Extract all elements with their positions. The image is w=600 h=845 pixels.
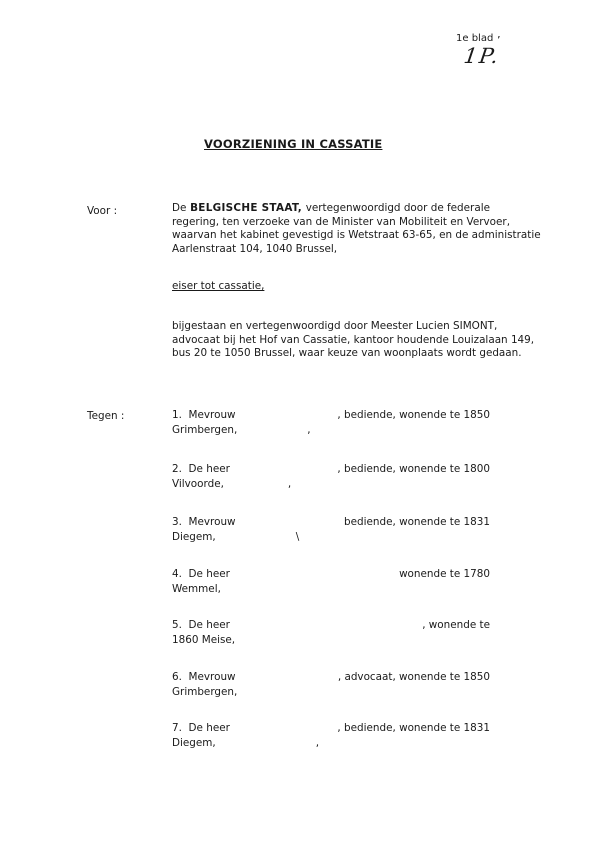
text-segment: waarvan het kabinet gevestigd is Wetstraat 63-65, en de administratie [172,229,541,242]
party-title: De heer [188,463,230,475]
handwritten-page-number: 1P. [462,44,502,68]
party-number: 3. [172,516,182,528]
party-trailing-mark: \ [295,531,300,543]
plaintiff-line [172,202,490,216]
party-details: , bediende, wonende te 1800 [337,463,490,475]
party-municipality: Vilvoorde, [172,478,224,490]
text-segment: De [172,202,187,214]
defendant-entry [172,721,490,751]
text-segment: vertegenwoordigd door de federale [305,202,490,214]
defendant-entry [172,408,490,438]
text-segment: regering, ten verzoeke van de Minister van Mobiliteit en Vervoer, [172,215,510,228]
party-details: , bediende, wonende te 1831 [337,722,490,734]
party-details: , advocaat, wonende te 1850 [337,671,490,683]
party-details: bediende, wonende te 1831 [344,516,490,528]
page-number-label: 1e blad [456,33,494,44]
party-number: 7. [172,722,182,734]
party-number: 5. [172,619,182,631]
defendant-entry [172,515,490,545]
counsel-line [172,333,535,348]
plaintiff-block [172,202,541,256]
defendant-entry [172,462,490,492]
plaintiff-line [172,229,541,243]
text-segment: bijgestaan en vertegenwoordigd door Meester Lucien SIMONT, [172,320,498,332]
plaintiff-line [172,215,510,230]
role-block [172,280,490,294]
party-title: Mevrouw [188,671,236,683]
tegen-label: Tegen : [87,410,125,422]
party-number: 6. [172,671,182,683]
party-title: Mevrouw [188,409,236,421]
text-segment: bus 20 te 1050 Brussel, waar keuze van woonplaats wordt gedaan. [172,347,522,360]
party-trailing-mark: , [307,424,311,436]
party-details: , wonende te [422,619,490,631]
counsel-line [172,347,522,361]
defendant-entry [172,567,490,597]
defendant-entry [172,670,490,700]
voor-label: Voor : [87,205,118,217]
plaintiff-line [172,243,490,257]
party-details: wonende te 1780 [399,568,490,580]
party-title: De heer [188,722,230,734]
party-title: De heer [188,619,230,631]
party-title: De heer [188,568,230,580]
party-title: Mevrouw [188,516,236,528]
party-trailing-mark: , [315,737,320,749]
defendant-entry [172,618,490,648]
party-number: 1. [172,409,182,421]
counsel-block [172,320,535,361]
text-segment: Aarlenstraat 104, 1040 Brussel, [172,242,338,255]
corner-mark: ʼ [497,34,501,47]
party-details: , bediende, wonende te 1850 [337,409,490,421]
party-trailing-mark: , [287,478,292,490]
text-segment: advocaat bij het Hof van Cassatie, kantoor houdende Louizalaan 149, [172,333,535,346]
document-title: VOORZIENING IN CASSATIE [204,137,383,151]
party-municipality: Diegem, [172,737,216,749]
party-number: 2. [172,463,182,475]
party-number: 4. [172,568,182,580]
party-municipality: Diegem, [172,531,216,543]
role-label: eiser tot cassatie, [172,280,265,292]
party-municipality: 1860 Meise, [172,634,236,646]
plaintiff-name: BELGISCHE STAAT, [190,202,303,214]
party-municipality: Grimbergen, [172,424,238,436]
counsel-line [172,320,498,334]
party-municipality: Wemmel, [172,583,221,595]
party-municipality: Grimbergen, [172,686,238,698]
